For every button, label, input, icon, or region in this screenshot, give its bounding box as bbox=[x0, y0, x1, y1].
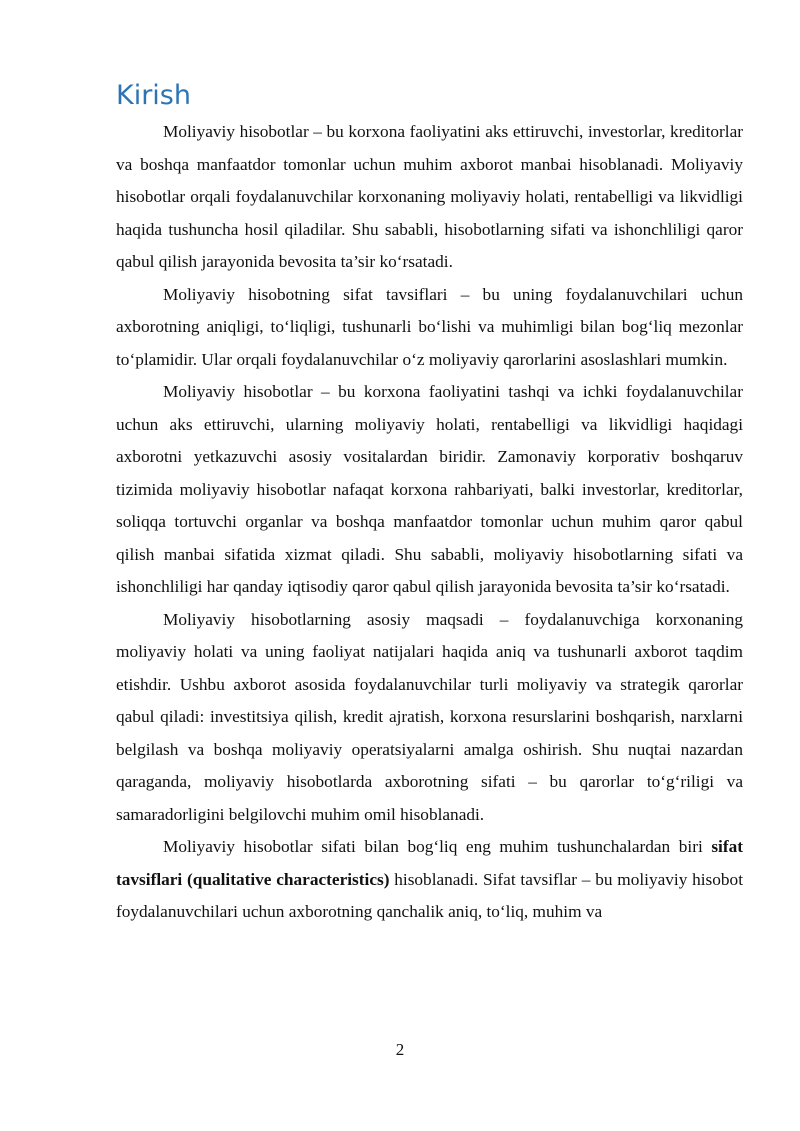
section-heading: Kirish bbox=[116, 80, 191, 111]
paragraph-5-bold-term: sifat tavsiflari (qualitative characteristics) bbox=[116, 837, 743, 889]
paragraph-2: Moliyaviy hisobotning sifat tavsiflari – bu uning foydalanuvchilari uchun axborotning aniqligi, to‘liqligi, tushunarli bo‘lishi va muhimligi bilan bog‘liq mezonlar to‘plamidir. Ular orqali foydalanuvchilar o‘z moliyaviy qarorlarini asoslashlari mumkin. bbox=[116, 284, 743, 369]
paragraph-3: Moliyaviy hisobotlar – bu korxona faoliyatini tashqi va ichki foydalanuvchilar uchun aks ettiruvchi, ularning moliyaviy holati, rentabelligi va likvidligi haqidagi axborotni yetkazuvchi asosiy vositalardan biridir. Zamonaviy korporativ boshqaruv tizimida moliyaviy hisobotlar nafaqat korxona rahbariyati, balki investorlar, kreditorlar, soliqqa tortuvchi organlar va boshqa manfaatdor tomonlar uchun muhim qaror qabul qilish manbai sifatida xizmat qiladi. Shu sababli, moliyaviy hisobotlarning sifati va ishonchliligi har qanday iqtisodiy qaror qabul qilish jarayonida bevosita ta’sir ko‘rsatadi. bbox=[116, 382, 743, 596]
page-number: 2 bbox=[395, 1040, 405, 1059]
paragraph-5 bbox=[116, 831, 743, 929]
document-page bbox=[116, 78, 743, 929]
paragraph-1: Moliyaviy hisobotlar – bu korxona faoliyatini aks ettiruvchi, investorlar, kreditorlar va boshqa manfaatdor tomonlar uchun muhim axborot manbai hisoblanadi. Moliyaviy hisobotlar orqali foydalanuvchilar korxonaning moliyaviy holati, rentabelligi va likvidligi haqida tushuncha hosil qiladilar. Shu sababli, hisobotlarning sifati va ishonchliligi qaror qabul qilish jarayonida bevosita ta’sir ko‘rsatadi. bbox=[116, 122, 743, 271]
paragraph-4: Moliyaviy hisobotlarning asosiy maqsadi – foydalanuvchiga korxonaning moliyaviy holati va uning faoliyat natijalari haqida aniq va tushunarli axborot taqdim etishdir. Ushbu axborot asosida foydalanuvchilar turli moliyaviy va strategik qarorlar qabul qiladi: investitsiya qilish, kredit ajratish, korxona resurslarini boshqarish, narxlarni belgilash va boshqa moliyaviy operatsiyalarni amalga oshirish. Shu nuqtai nazardan qaraganda, moliyaviy hisobotlarda axborotning sifati – bu qarorlar to‘g‘riligi va samaradorligini belgilovchi muhim omil hisoblanadi. bbox=[116, 609, 743, 824]
paragraph-5-text-start: Moliyaviy hisobotlar sifati bilan bog‘liq eng muhim tushunchalardan biri bbox=[163, 837, 712, 856]
paragraph-5-text-end: hisoblanadi. Sifat tavsiflar – bu moliyaviy hisobot foydalanuvchilari uchun axborotning qanchalik aniq, to‘liq, muhim va bbox=[116, 869, 743, 921]
